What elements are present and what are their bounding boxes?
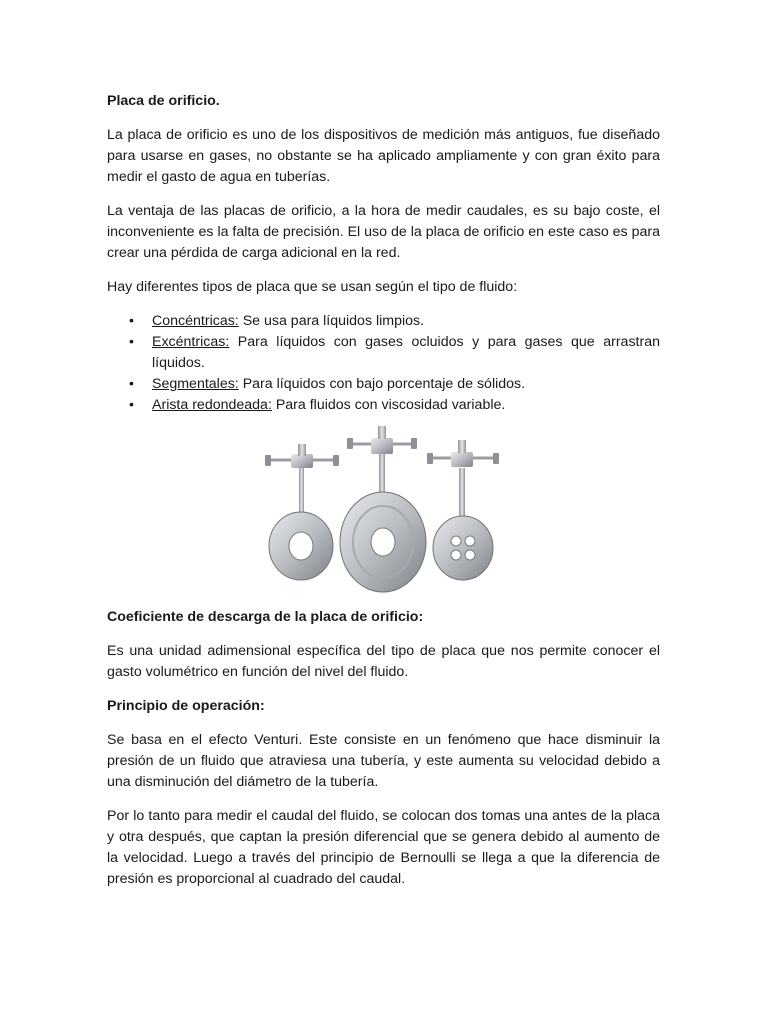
intro-paragraph-1: La placa de orificio es uno de los dispositivos de medición más antiguos, fue diseñado para usarse en gases, no obstante se ha aplicado ampliamente y con gran éxito para medir el gasto de agua en tuberías.: [107, 127, 660, 185]
list-item-text: Para líquidos con bajo porcentaje de sólidos.: [238, 376, 526, 392]
list-item-term: Excéntricas:: [152, 334, 230, 350]
list-item-term: Segmentales:: [152, 376, 239, 392]
intro-paragraph-3: Hay diferentes tipos de placa que se usan según el tipo de fluido:: [107, 279, 518, 295]
list-item-text: Se usa para líquidos limpios.: [238, 313, 425, 329]
large-plate-icon: [340, 426, 426, 592]
list-item: [107, 311, 660, 332]
list-item-text: Para fluidos con viscosidad variable.: [271, 397, 506, 413]
coeficiente-paragraph: Es una unidad adimensional específica del tipo de placa que nos permite conocer el gasto volumétrico en función del nivel del fluido.: [107, 643, 660, 680]
orifice-plates-illustration: [263, 424, 505, 596]
list-item-text: Para líquidos con gases ocluidos y para gases que arrastran líquidos.: [152, 334, 660, 371]
bullet-icon: •: [129, 334, 134, 350]
section-heading-coeficiente: Coeficiente de descarga de la placa de orificio:: [107, 609, 424, 625]
plate-types-list: [107, 311, 660, 416]
list-item-term: Concéntricas:: [152, 313, 239, 329]
principio-paragraph-1: Se basa en el efecto Venturi. Este consiste en un fenómeno que hace disminuir la presión de un fluido que atraviesa una tubería, y este aumenta su velocidad debido a una disminución del diámetro de la tubería.: [107, 732, 660, 790]
section-heading-principio: Principio de operación:: [107, 698, 265, 714]
multi-hole-plate-icon: [427, 440, 499, 580]
bullet-icon: •: [129, 397, 134, 413]
principio-paragraph-2: Por lo tanto para medir el caudal del fluido, se colocan dos tomas una antes de la placa y otra después, que captan la presión diferencial que se genera debido al aumento de la velocidad. Luego a través del principio de Bernoulli se llega a que la diferencia de presión es proporcional al cuadrado del caudal.: [107, 808, 660, 887]
list-item: [107, 395, 660, 416]
bullet-icon: •: [129, 376, 134, 392]
concentric-plate-icon: [265, 444, 339, 580]
bullet-icon: •: [129, 313, 134, 329]
document-body: [107, 91, 660, 890]
page-title: Placa de orificio.: [107, 93, 220, 109]
intro-paragraph-2: La ventaja de las placas de orificio, a la hora de medir caudales, es su bajo coste, el inconveniente es la falta de precisión. El uso de la placa de orificio en este caso es para crear una pérdida de carga adicional en la red.: [107, 203, 660, 261]
list-item: [107, 374, 660, 395]
list-item-term: Arista redondeada:: [152, 397, 272, 413]
list-item: [107, 332, 660, 374]
